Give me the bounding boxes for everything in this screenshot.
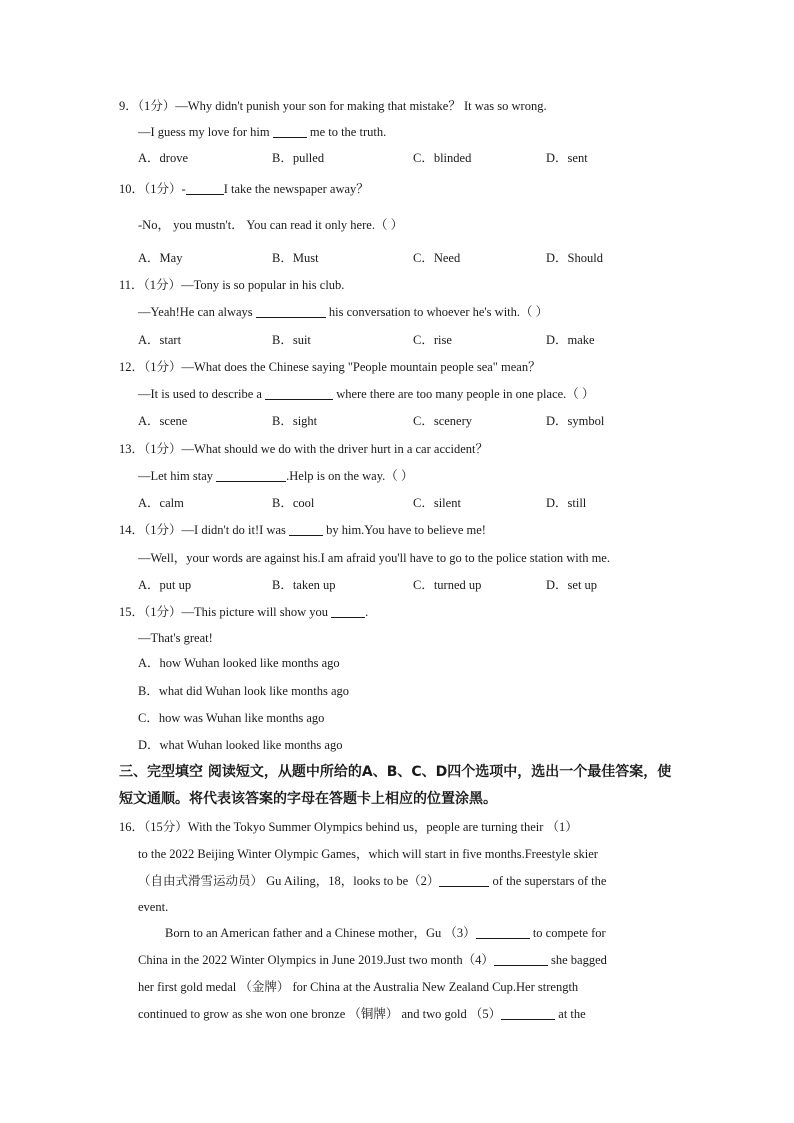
question-9-reply: —I guess my love for him me to the truth. xyxy=(138,125,387,139)
question-9-stem xyxy=(119,98,547,114)
option-b[interactable]: B．cool xyxy=(272,496,315,510)
passage-line: to the 2022 Beijing Winter Olympic Games，which will start in five months.Freestyle skier xyxy=(138,847,598,861)
question-14-reply: —Well，your words are against his.I am afraid you'll have to go to the police station with me. xyxy=(138,551,610,565)
option-a[interactable]: A．calm xyxy=(138,496,184,510)
option-c[interactable]: C．how was Wuhan like months ago xyxy=(138,711,325,725)
option-b[interactable]: B．Must xyxy=(272,251,319,265)
option-a[interactable]: A．drove xyxy=(138,151,188,165)
passage-line: China in the 2022 Winter Olympics in June 2019.Just two month（4） she bagged xyxy=(138,953,607,967)
passage-line: event. xyxy=(138,900,169,914)
option-d[interactable]: D．what Wuhan looked like months ago xyxy=(138,738,343,752)
option-c[interactable]: C．turned up xyxy=(413,578,482,592)
option-c[interactable]: C．Need xyxy=(413,251,461,265)
option-d[interactable]: D．symbol xyxy=(546,414,605,428)
question-10-reply: -No， you mustn't． You can read it only here.（ ） xyxy=(138,218,404,232)
question-11-reply: —Yeah!He can always his conversation to whoever he's with.（ ） xyxy=(138,305,549,319)
answer-blank xyxy=(265,387,333,400)
option-d[interactable]: D．still xyxy=(546,496,587,510)
option-c[interactable]: C．rise xyxy=(413,333,452,347)
section-heading-continued: 短文通顺。将代表该答案的字母在答题卡上相应的位置涂黑。 xyxy=(119,791,497,807)
option-c[interactable]: C．blinded xyxy=(413,151,472,165)
option-d[interactable]: D．make xyxy=(546,333,595,347)
answer-blank xyxy=(256,305,326,318)
question-13-reply: —Let him stay .Help is on the way.（ ） xyxy=(138,469,414,483)
option-c[interactable]: C．silent xyxy=(413,496,461,510)
option-b[interactable]: B．sight xyxy=(272,414,318,428)
passage-line: Born to an American father and a Chinese mother，Gu （3） to compete for xyxy=(165,926,606,940)
option-b[interactable]: B．what did Wuhan look like months ago xyxy=(138,684,350,698)
option-b[interactable]: B．pulled xyxy=(272,151,325,165)
question-12-stem: 12．（1分）—What does the Chinese saying "People mountain people sea" mean？ xyxy=(119,360,541,374)
question-16-line: 16．（15分）With the Tokyo Summer Olympics behind us，people are turning their （1） xyxy=(119,820,578,834)
option-d[interactable]: D．sent xyxy=(546,151,588,165)
question-number: 9． xyxy=(119,99,138,113)
answer-blank xyxy=(331,605,365,618)
passage-line: her first gold medal （金牌） for China at the Australia New Zealand Cup.Her strength xyxy=(138,980,579,994)
question-12-reply: —It is used to describe a where there are too many people in one place.（ ） xyxy=(138,387,595,401)
question-points: （1分） xyxy=(137,99,176,113)
question-15-stem: 15．（1分）—This picture will show you . xyxy=(119,605,369,619)
answer-blank xyxy=(476,926,530,939)
option-a[interactable]: A．May xyxy=(138,251,183,265)
option-a[interactable]: A．start xyxy=(138,333,182,347)
option-b[interactable]: B．suit xyxy=(272,333,311,347)
option-a[interactable]: A．scene xyxy=(138,414,188,428)
answer-blank xyxy=(289,523,323,536)
answer-blank xyxy=(186,182,224,195)
question-11-stem: 11．（1分）—Tony is so popular in his club. xyxy=(119,278,345,292)
answer-blank xyxy=(494,953,548,966)
section-heading: 三、完型填空 阅读短文，从题中所给的A、B、C、D四个选项中，选出一个最佳答案，使 xyxy=(119,764,672,780)
option-a[interactable]: A．put up xyxy=(138,578,192,592)
option-a[interactable]: A．how Wuhan looked like months ago xyxy=(138,656,340,670)
answer-blank xyxy=(439,874,489,887)
option-b[interactable]: B．taken up xyxy=(272,578,336,592)
passage-line: continued to grow as she won one bronze （铜牌） and two gold （5） at the xyxy=(138,1007,586,1021)
question-10-stem: 10．（1分）- I take the newspaper away？ xyxy=(119,182,369,196)
passage-line: （自由式滑雪运动员） Gu Ailing，18，looks to be（2） of the superstars of the xyxy=(138,874,607,888)
question-text: —Why didn't punish your son for making that mistake？ It was so wrong. xyxy=(175,99,547,113)
option-d[interactable]: D．set up xyxy=(546,578,598,592)
question-15-reply: —That's great! xyxy=(138,631,213,645)
question-13-stem: 13．（1分）—What should we do with the driver hurt in a car accident？ xyxy=(119,442,489,456)
option-c[interactable]: C．scenery xyxy=(413,414,473,428)
option-d[interactable]: D．Should xyxy=(546,251,603,265)
answer-blank xyxy=(273,125,307,138)
answer-blank xyxy=(216,469,286,482)
answer-blank xyxy=(501,1007,555,1020)
question-14-stem: 14．（1分）—I didn't do it!I was by him.You have to believe me! xyxy=(119,523,486,537)
